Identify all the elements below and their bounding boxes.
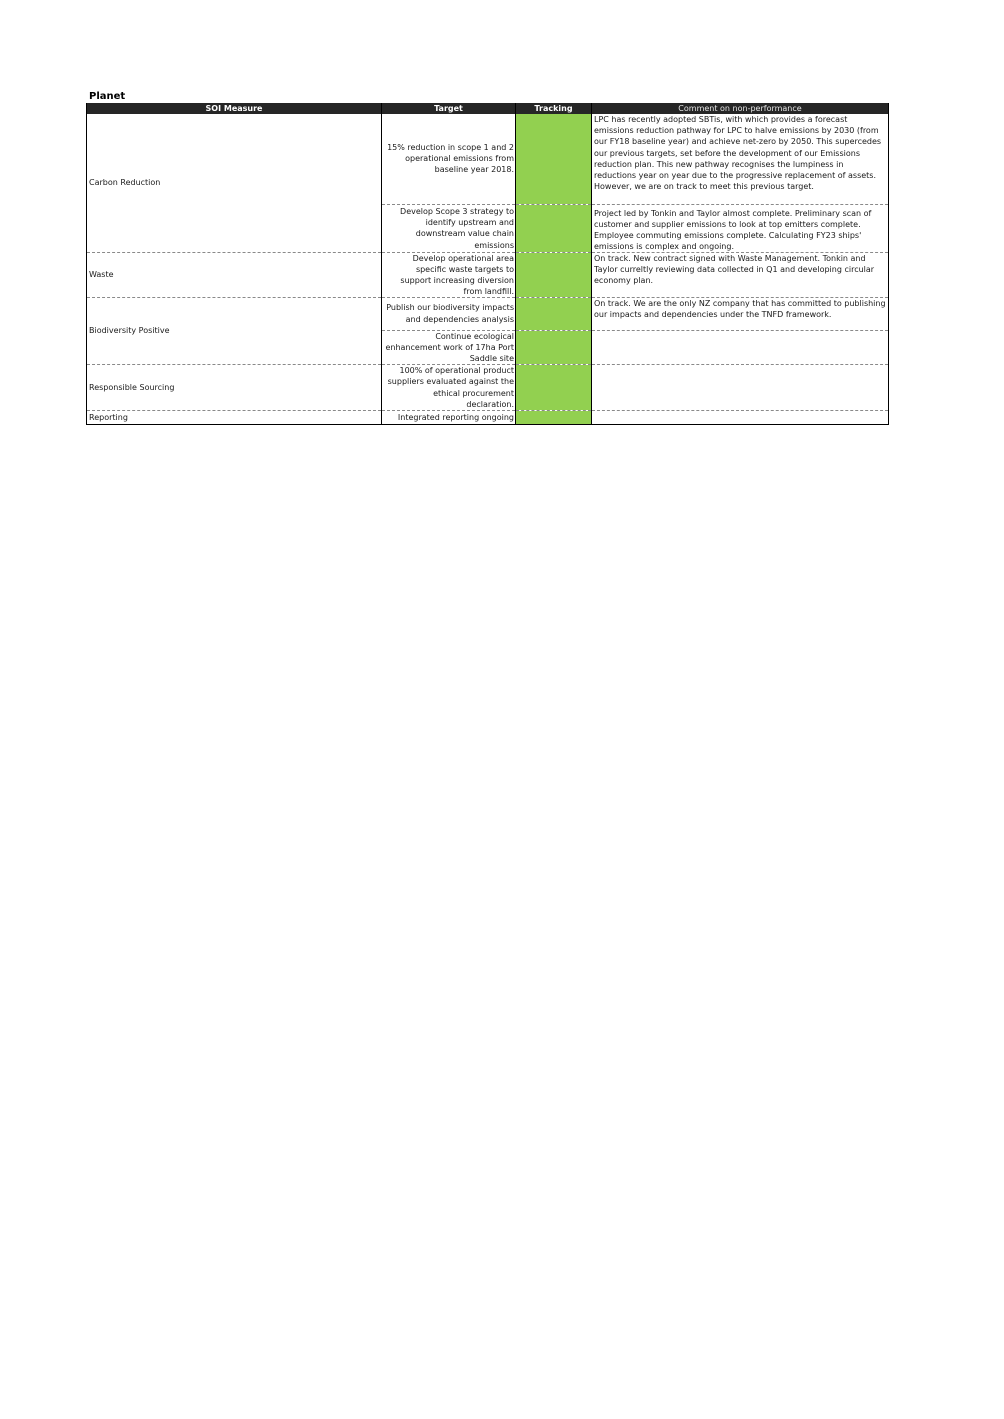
section-title: Planet xyxy=(89,91,126,102)
target-cell: 15% reduction in scope 1 and 2 operational emissions from baseline year 2018. xyxy=(382,114,516,204)
comment-cell: On track. New contract signed with Waste Management. Tonkin and Taylor curreltly reviewing data collected in Q1 and developing circular economy plan. xyxy=(592,252,889,297)
tracking-status-cell xyxy=(516,252,592,297)
measure-cell: Responsible Sourcing xyxy=(87,365,382,411)
table-row xyxy=(87,252,889,297)
table-row xyxy=(87,365,889,411)
col-header-measure: SOI Measure xyxy=(87,103,382,114)
tracking-status-cell xyxy=(516,365,592,411)
target-cell: Continue ecological enhancement work of 17ha Port Saddle site xyxy=(382,330,516,365)
comment-cell xyxy=(592,365,889,411)
tracking-status-cell xyxy=(516,297,592,330)
tracking-status-cell xyxy=(516,330,592,365)
target-cell xyxy=(382,252,516,297)
comment-cell xyxy=(592,410,889,424)
target-text: Develop Scope 3 strategy to identify upstream and downstream value chain emissions xyxy=(400,207,514,250)
comment-cell: LPC has recently adopted SBTis, with which provides a forecast emissions reduction pathway for LPC to halve emissions by 2030 (from our FY18 baseline year) and achieve net-zero by 2050. This supercedes our previous targets, set before the development of our Emissions reduction plan. This new pathway recognises the lumpiness in reductions year on year due to the progressive replacement of assets. However, we are on track to meet this previous target. xyxy=(592,114,889,204)
comment-cell xyxy=(592,204,889,252)
target-cell xyxy=(382,204,516,252)
measure-cell: Reporting xyxy=(87,410,382,424)
soi-table xyxy=(86,103,889,425)
target-text: Develop operational area specific waste targets to support increasing diversion from landfill. xyxy=(400,253,514,297)
tracking-status-cell xyxy=(516,410,592,424)
measure-cell: Biodiversity Positive xyxy=(87,297,382,365)
table-row xyxy=(87,297,889,330)
table-row xyxy=(87,410,889,424)
tracking-status-cell xyxy=(516,114,592,204)
measure-cell: Waste xyxy=(87,252,382,297)
comment-text: Project led by Tonkin and Taylor almost complete. Preliminary scan of customer and supplier emissions to look at top emitters complete. Employee commuting emissions complete. Calculating FY23 ships' emissions is complex and ongoing. xyxy=(594,208,872,252)
table-row xyxy=(87,114,889,204)
target-cell: Publish our biodiversity impacts and dependencies analysis xyxy=(382,297,516,330)
tracking-status-cell xyxy=(516,204,592,252)
comment-cell xyxy=(592,330,889,365)
col-header-tracking: Tracking xyxy=(516,103,592,114)
measure-cell: Carbon Reduction xyxy=(87,114,382,252)
col-header-comment: Comment on non-performance xyxy=(592,103,889,114)
comment-cell: On track. We are the only NZ company that has committed to publishing our impacts and dependencies under the TNFD framework. xyxy=(592,297,889,330)
col-header-target: Target xyxy=(382,103,516,114)
target-cell: 100% of operational product suppliers evaluated against the ethical procurement declaration. xyxy=(382,365,516,411)
header-row xyxy=(87,103,889,114)
target-cell: Integrated reporting ongoing xyxy=(382,410,516,424)
